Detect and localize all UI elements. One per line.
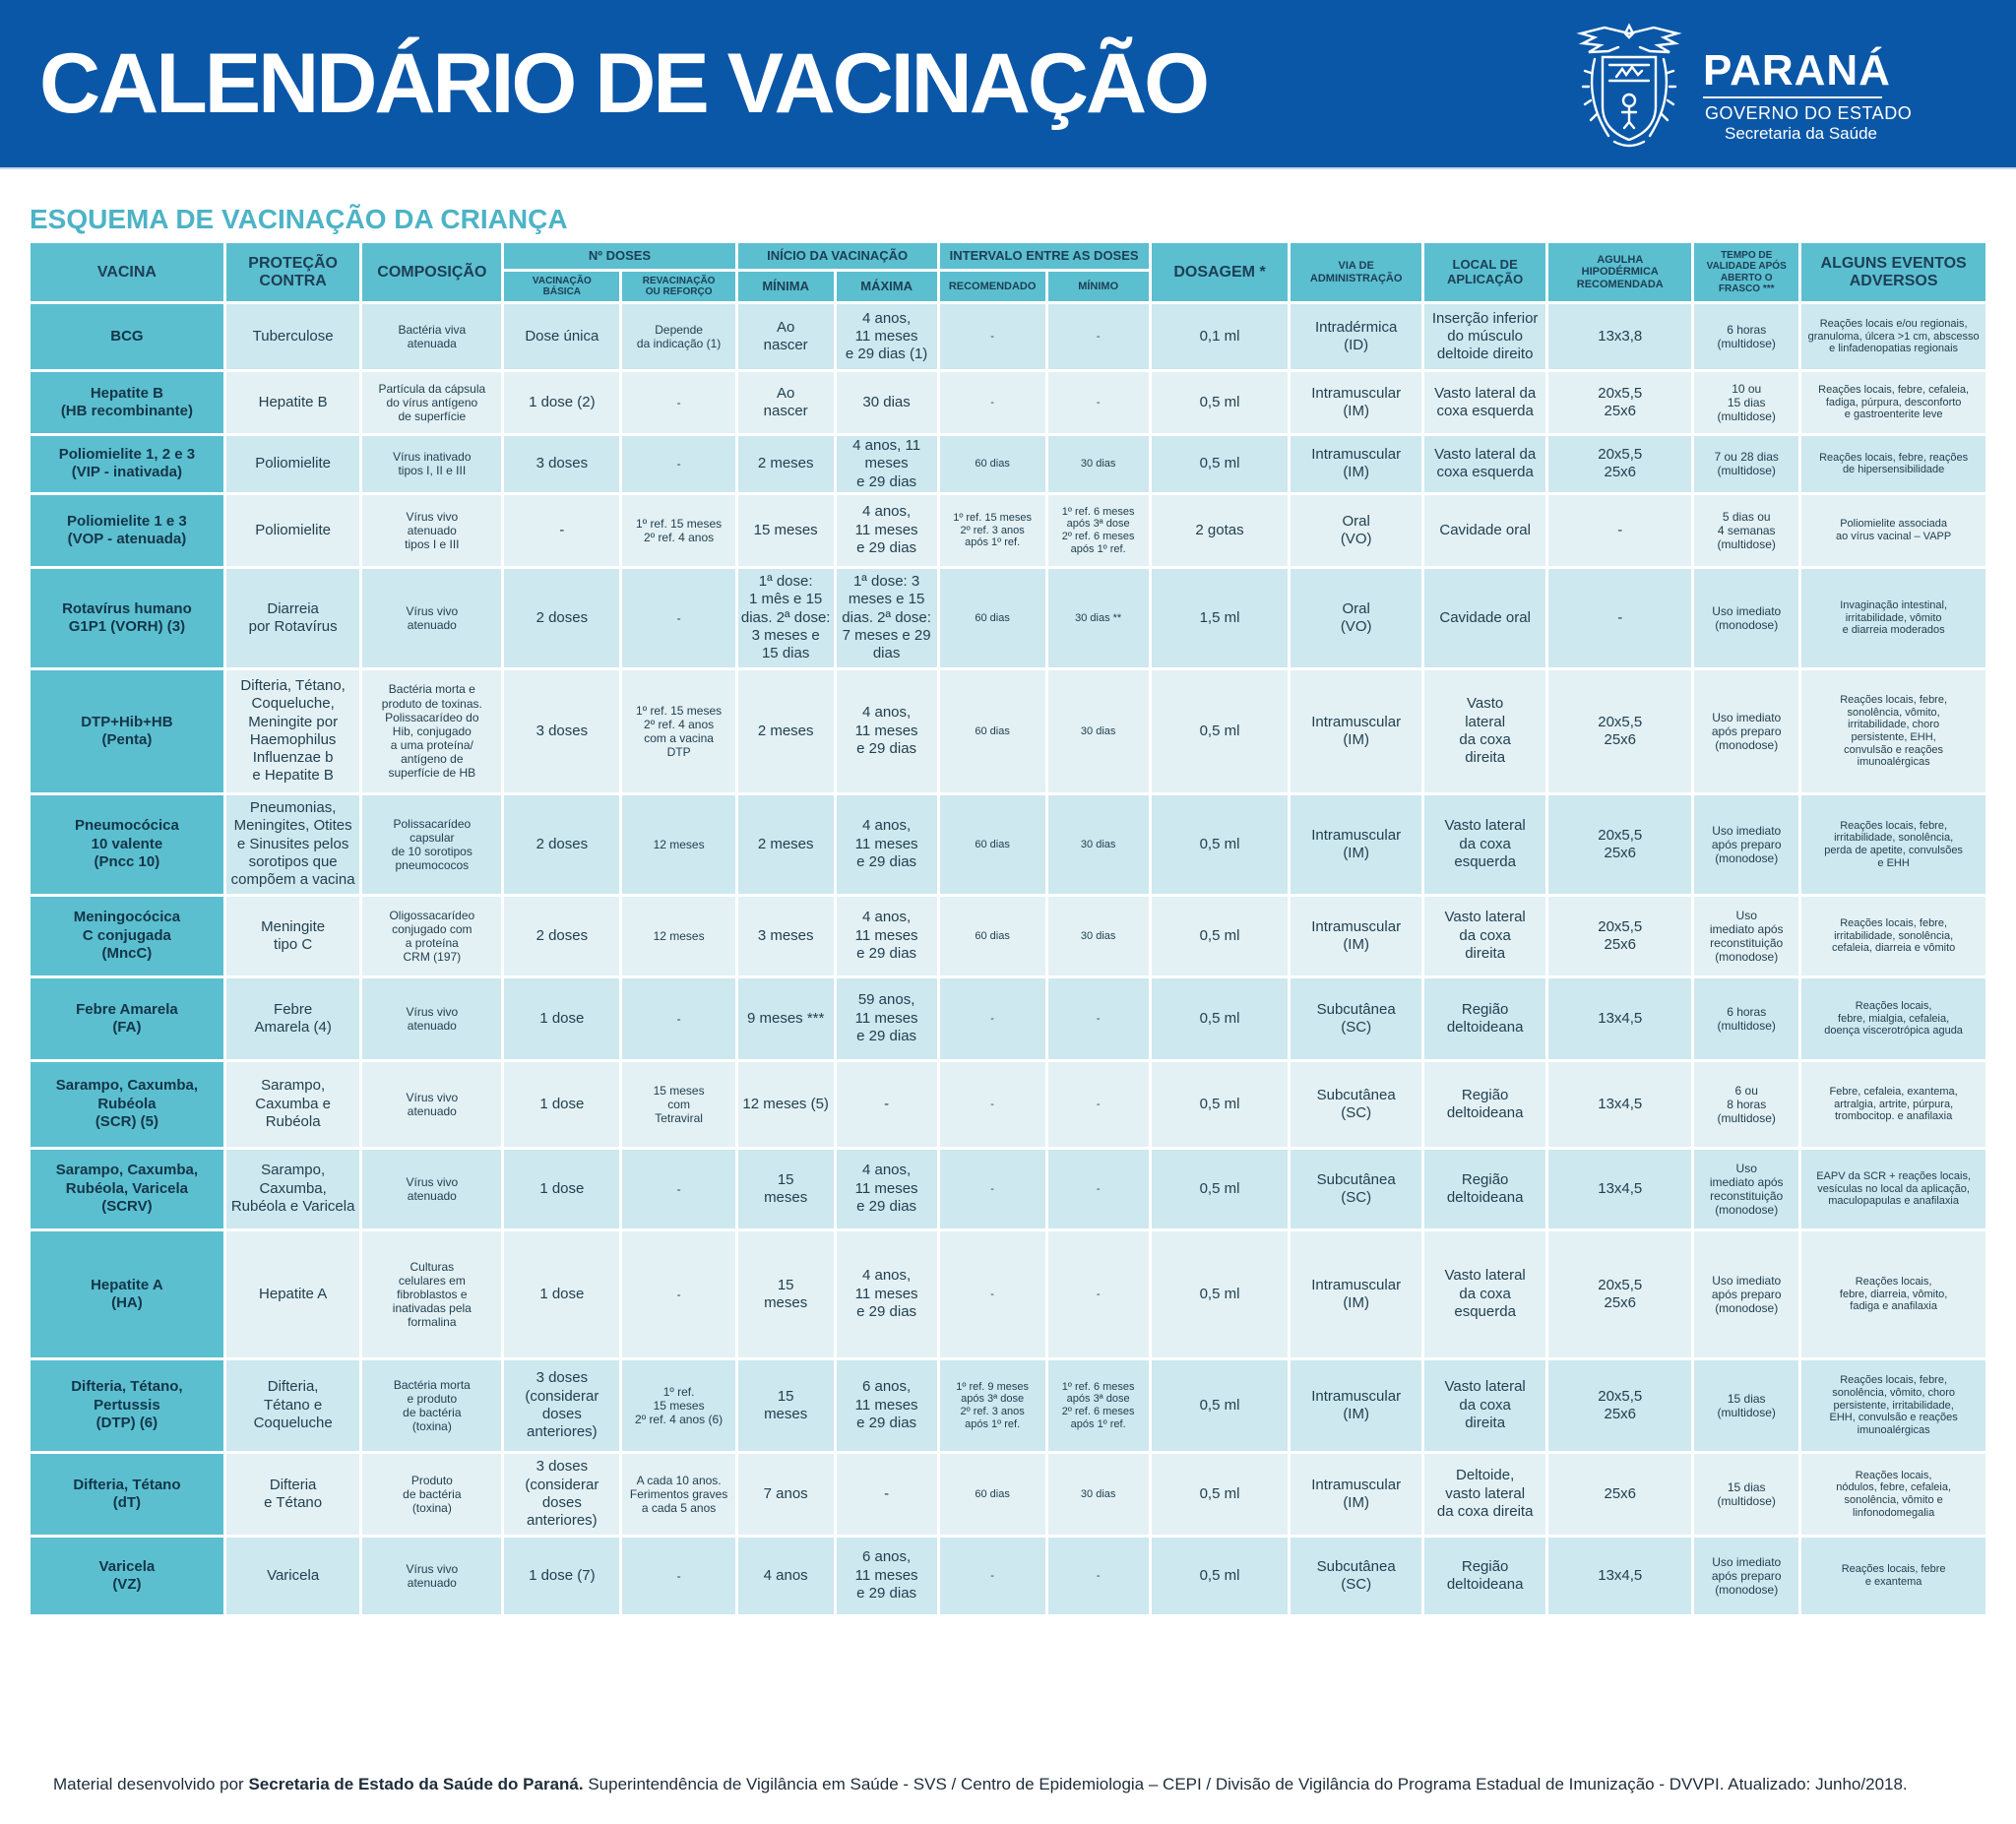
cell-agulha: 25x6 — [1548, 1454, 1691, 1535]
cell-inicio-maxima: 59 anos, 11 meses e 29 dias — [837, 978, 937, 1059]
cell-dosagem: 2 gotas — [1152, 495, 1289, 566]
cell-intervalo-minimo: 30 dias — [1048, 670, 1149, 792]
cell-eventos: Reações locais, nódulos, febre, cefaleia, sonolência, vômito e linfonodomegalia — [1801, 1454, 1985, 1535]
cell-intervalo-recomendado: 60 dias — [940, 670, 1045, 792]
cell-dose-basica: 3 doses — [504, 670, 619, 792]
cell-validade: 15 dias (multidose) — [1694, 1454, 1798, 1535]
cell-dose-reforco: - — [622, 436, 734, 492]
page-title: CALENDÁRIO DE VACINAÇÃO — [39, 36, 1207, 131]
cell-dosagem: 0,5 ml — [1152, 1150, 1289, 1228]
cell-vacina: Poliomielite 1 e 3 (VOP - atenuada) — [31, 495, 223, 566]
footer-prefix: Material desenvolvido por — [53, 1775, 249, 1793]
cell-dose-reforco: - — [622, 569, 734, 667]
cell-intervalo-recomendado: - — [940, 372, 1045, 433]
cell-intervalo-recomendado: - — [940, 1150, 1045, 1228]
cell-validade: 6 horas (multidose) — [1694, 978, 1798, 1059]
cell-protecao: Difteria, Tétano e Coqueluche — [226, 1360, 360, 1451]
cell-via: Intramuscular (IM) — [1291, 436, 1421, 492]
header-intervalo: INTERVALO ENTRE AS DOSES — [940, 243, 1149, 269]
cell-dose-reforco: - — [622, 1231, 734, 1357]
cell-intervalo-recomendado: 1º ref. 9 meses após 3ª dose 2º ref. 3 anos após 1º ref. — [940, 1360, 1045, 1451]
cell-agulha: 20x5,5 25x6 — [1548, 1231, 1691, 1357]
header-validade: TEMPO DE VALIDADE APÓS ABERTO O FRASCO *** — [1694, 243, 1798, 301]
cell-intervalo-minimo: 30 dias — [1048, 897, 1149, 975]
header-protecao: PROTEÇÃO CONTRA — [226, 243, 360, 301]
cell-eventos: Reações locais, febre, reações de hipersensibilidade — [1801, 436, 1985, 492]
cell-protecao: Difteria, Tétano, Coqueluche, Meningite por Haemophilus Influenzae b e Hepatite B — [226, 670, 360, 792]
cell-dose-reforco: 1º ref. 15 meses 2º ref. 4 anos (6) — [622, 1360, 734, 1451]
state-name: PARANÁ — [1703, 46, 1891, 94]
cell-composicao: Bactéria viva atenuada — [362, 304, 501, 369]
cell-dosagem: 0,5 ml — [1152, 1231, 1289, 1357]
header-vacina: VACINA — [31, 243, 223, 301]
cell-dose-basica: 3 doses (considerar doses anteriores) — [504, 1360, 619, 1451]
cell-inicio-maxima: 4 anos, 11 meses e 29 dias — [837, 795, 937, 894]
cell-validade: 6 ou 8 horas (multidose) — [1694, 1062, 1798, 1147]
cell-eventos: Febre, cefaleia, exantema, artralgia, artrite, púrpura, trombocitop. e anafilaxia — [1801, 1062, 1985, 1147]
cell-inicio-minima: 2 meses — [738, 795, 834, 894]
cell-via: Oral (VO) — [1291, 569, 1421, 667]
cell-dosagem: 0,5 ml — [1152, 436, 1289, 492]
table-row — [31, 795, 1985, 894]
cell-composicao: Oligossacarídeo conjugado com a proteína CRM (197) — [362, 897, 501, 975]
header-intervalo-minimo: MÍNIMO — [1048, 272, 1149, 301]
cell-agulha: - — [1548, 495, 1691, 566]
cell-validade: 5 dias ou 4 semanas (multidose) — [1694, 495, 1798, 566]
vaccination-schedule-table — [28, 240, 1988, 1617]
cell-local: Vasto lateral da coxa esquerda — [1424, 795, 1545, 894]
cell-inicio-maxima: 4 anos, 11 meses e 29 dias — [837, 1231, 937, 1357]
cell-eventos: Reações locais e/ou regionais, granuloma, úlcera >1 cm, abscesso e linfadenopatias regionais — [1801, 304, 1985, 369]
cell-composicao: Vírus vivo atenuado — [362, 569, 501, 667]
cell-composicao: Vírus vivo atenuado tipos I e III — [362, 495, 501, 566]
cell-intervalo-recomendado: - — [940, 304, 1045, 369]
cell-validade: Uso imediato após preparo (monodose) — [1694, 1538, 1798, 1614]
government-label: GOVERNO DO ESTADO — [1705, 103, 1913, 123]
cell-dosagem: 0,5 ml — [1152, 978, 1289, 1059]
cell-protecao: Sarampo, Caxumba, Rubéola e Varicela — [226, 1150, 360, 1228]
cell-protecao: Febre Amarela (4) — [226, 978, 360, 1059]
cell-dosagem: 0,5 ml — [1152, 372, 1289, 433]
cell-vacina: Hepatite B (HB recombinante) — [31, 372, 223, 433]
cell-local: Vasto lateral da coxa esquerda — [1424, 1231, 1545, 1357]
cell-agulha: 20x5,5 25x6 — [1548, 795, 1691, 894]
cell-validade: Uso imediato após reconstituição (monodose) — [1694, 1150, 1798, 1228]
cell-composicao: Vírus inativado tipos I, II e III — [362, 436, 501, 492]
cell-dose-basica: 2 doses — [504, 569, 619, 667]
header-doses-reforco: REVACINAÇÃO OU REFORÇO — [622, 272, 734, 301]
cell-local: Deltoide, vasto lateral da coxa direita — [1424, 1454, 1545, 1535]
cell-eventos: Poliomielite associada ao vírus vacinal – VAPP — [1801, 495, 1985, 566]
cell-eventos: Reações locais, febre, irritabilidade, sonolência, cefaleia, diarreia e vômito — [1801, 897, 1985, 975]
table-row — [31, 1538, 1985, 1614]
cell-composicao: Culturas celulares em fibroblastos e inativadas pela formalina — [362, 1231, 501, 1357]
cell-via: Intramuscular (IM) — [1291, 1360, 1421, 1451]
cell-dose-basica: 2 doses — [504, 795, 619, 894]
cell-dose-basica: 3 doses — [504, 436, 619, 492]
cell-inicio-minima: 9 meses *** — [738, 978, 834, 1059]
cell-vacina: Varicela (VZ) — [31, 1538, 223, 1614]
table-row — [31, 436, 1985, 492]
cell-eventos: Reações locais, febre, diarreia, vômito, fadiga e anafilaxia — [1801, 1231, 1985, 1357]
cell-validade: 15 dias (multidose) — [1694, 1360, 1798, 1451]
header-banner — [0, 0, 2016, 169]
cell-via: Intramuscular (IM) — [1291, 372, 1421, 433]
cell-dose-basica: 3 doses (considerar doses anteriores) — [504, 1454, 619, 1535]
cell-inicio-minima: 7 anos — [738, 1454, 834, 1535]
cell-agulha: 20x5,5 25x6 — [1548, 897, 1691, 975]
cell-inicio-minima: 12 meses (5) — [738, 1062, 834, 1147]
cell-intervalo-recomendado: - — [940, 1231, 1045, 1357]
cell-local: Vasto lateral da coxa direita — [1424, 897, 1545, 975]
cell-agulha: 13x4,5 — [1548, 978, 1691, 1059]
cell-agulha: 13x3,8 — [1548, 304, 1691, 369]
cell-via: Intradérmica (ID) — [1291, 304, 1421, 369]
cell-intervalo-minimo: - — [1048, 1062, 1149, 1147]
cell-dosagem: 0,1 ml — [1152, 304, 1289, 369]
cell-via: Intramuscular (IM) — [1291, 897, 1421, 975]
cell-protecao: Meningite tipo C — [226, 897, 360, 975]
cell-via: Subcutânea (SC) — [1291, 1150, 1421, 1228]
cell-local: Região deltoideana — [1424, 1150, 1545, 1228]
cell-inicio-maxima: 4 anos, 11 meses e 29 dias — [837, 897, 937, 975]
cell-local: Região deltoideana — [1424, 978, 1545, 1059]
cell-intervalo-recomendado: 60 dias — [940, 436, 1045, 492]
header-composicao: COMPOSIÇÃO — [362, 243, 501, 301]
cell-agulha: 20x5,5 25x6 — [1548, 670, 1691, 792]
cell-intervalo-recomendado: - — [940, 978, 1045, 1059]
cell-dose-reforco: - — [622, 978, 734, 1059]
cell-dose-basica: 1 dose (2) — [504, 372, 619, 433]
cell-dose-reforco: 12 meses — [622, 795, 734, 894]
cell-composicao: Vírus vivo atenuado — [362, 1150, 501, 1228]
cell-intervalo-minimo: 30 dias — [1048, 795, 1149, 894]
table-row — [31, 495, 1985, 566]
cell-protecao: Pneumonias, Meningites, Otites e Sinusites pelos sorotipos que compõem a vacina — [226, 795, 360, 894]
cell-protecao: Difteria e Tétano — [226, 1454, 360, 1535]
header-doses: Nº DOSES — [504, 243, 735, 269]
cell-composicao: Bactéria morta e produto de toxinas. Polissacarídeo do Hib, conjugado a uma proteína/ antígeno de superfície de HB — [362, 670, 501, 792]
cell-intervalo-recomendado: 60 dias — [940, 1454, 1045, 1535]
cell-vacina: BCG — [31, 304, 223, 369]
cell-composicao: Vírus vivo atenuado — [362, 1538, 501, 1614]
table-row — [31, 304, 1985, 369]
cell-agulha: 13x4,5 — [1548, 1538, 1691, 1614]
cell-validade: Uso imediato (monodose) — [1694, 569, 1798, 667]
cell-inicio-minima: 15 meses — [738, 495, 834, 566]
cell-validade: Uso imediato após preparo (monodose) — [1694, 1231, 1798, 1357]
cell-local: Vasto lateral da coxa esquerda — [1424, 436, 1545, 492]
section-title: ESQUEMA DE VACINAÇÃO DA CRIANÇA — [30, 204, 568, 234]
cell-agulha: 13x4,5 — [1548, 1150, 1691, 1228]
header-dosagem: DOSAGEM * — [1152, 243, 1289, 301]
cell-intervalo-minimo: 30 dias ** — [1048, 569, 1149, 667]
cell-dose-basica: Dose única — [504, 304, 619, 369]
cell-agulha: 13x4,5 — [1548, 1062, 1691, 1147]
cell-vacina: Difteria, Tétano (dT) — [31, 1454, 223, 1535]
cell-via: Intramuscular (IM) — [1291, 1231, 1421, 1357]
cell-dose-reforco: 15 meses com Tetraviral — [622, 1062, 734, 1147]
cell-eventos: Invaginação intestinal, irritabilidade, vômito e diarreia moderados — [1801, 569, 1985, 667]
cell-inicio-maxima: 4 anos, 11 meses e 29 dias — [837, 670, 937, 792]
table-row — [31, 1062, 1985, 1147]
table-row — [31, 1360, 1985, 1451]
cell-intervalo-minimo: 1º ref. 6 meses após 3ª dose 2º ref. 6 meses após 1º ref. — [1048, 495, 1149, 566]
cell-composicao: Vírus vivo atenuado — [362, 1062, 501, 1147]
cell-vacina: Febre Amarela (FA) — [31, 978, 223, 1059]
cell-inicio-maxima: 6 anos, 11 meses e 29 dias — [837, 1538, 937, 1614]
cell-inicio-maxima: - — [837, 1062, 937, 1147]
footer-details: Superintendência de Vigilância em Saúde - SVS / Centro de Epidemiologia – CEPI / Divisão de Vigilância do Programa Estadual de Imunização - DVVPI. Atualizado: Junho/2018. — [583, 1775, 1908, 1793]
cell-dosagem: 0,5 ml — [1152, 1062, 1289, 1147]
cell-inicio-minima: 15 meses — [738, 1150, 834, 1228]
cell-inicio-maxima: 1ª dose: 3 meses e 15 dias. 2ª dose: 7 meses e 29 dias — [837, 569, 937, 667]
cell-intervalo-recomendado: 1º ref. 15 meses 2º ref. 3 anos após 1º ref. — [940, 495, 1045, 566]
cell-eventos: Reações locais, febre, sonolência, vômito, choro persistente, irritabilidade, EHH, convulsão e reações imunoalérgicas — [1801, 1360, 1985, 1451]
cell-validade: Uso imediato após preparo (monodose) — [1694, 795, 1798, 894]
cell-dose-reforco: 1º ref. 15 meses 2º ref. 4 anos com a vacina DTP — [622, 670, 734, 792]
cell-dose-reforco: 12 meses — [622, 897, 734, 975]
cell-composicao: Partícula da cápsula do vírus antígeno de superfície — [362, 372, 501, 433]
department-label: Secretaria da Saúde — [1725, 124, 1877, 143]
cell-intervalo-minimo: - — [1048, 1538, 1149, 1614]
cell-intervalo-minimo: - — [1048, 1231, 1149, 1357]
cell-validade: 7 ou 28 dias (multidose) — [1694, 436, 1798, 492]
cell-vacina: Difteria, Tétano, Pertussis (DTP) (6) — [31, 1360, 223, 1451]
cell-dose-basica: 1 dose — [504, 978, 619, 1059]
cell-dosagem: 0,5 ml — [1152, 795, 1289, 894]
cell-intervalo-minimo: 1º ref. 6 meses após 3ª dose 2º ref. 6 meses após 1º ref. — [1048, 1360, 1149, 1451]
cell-inicio-minima: 15 meses — [738, 1231, 834, 1357]
cell-via: Subcutânea (SC) — [1291, 978, 1421, 1059]
cell-eventos: Reações locais, febre e exantema — [1801, 1538, 1985, 1614]
cell-vacina: Poliomielite 1, 2 e 3 (VIP - inativada) — [31, 436, 223, 492]
cell-eventos: EAPV da SCR + reações locais, vesículas no local da aplicação, maculopapulas e anafilaxia — [1801, 1150, 1985, 1228]
footer-credits — [53, 1775, 1983, 1794]
cell-composicao: Produto de bactéria (toxina) — [362, 1454, 501, 1535]
cell-vacina: DTP+Hib+HB (Penta) — [31, 670, 223, 792]
cell-agulha: 20x5,5 25x6 — [1548, 1360, 1691, 1451]
cell-intervalo-recomendado: 60 dias — [940, 897, 1045, 975]
cell-inicio-maxima: - — [837, 1454, 937, 1535]
cell-local: Região deltoideana — [1424, 1062, 1545, 1147]
cell-eventos: Reações locais, febre, cefaleia, fadiga, púrpura, desconforto e gastroenterite leve — [1801, 372, 1985, 433]
cell-protecao: Hepatite B — [226, 372, 360, 433]
cell-inicio-minima: 3 meses — [738, 897, 834, 975]
table-row — [31, 897, 1985, 975]
cell-local: Inserção inferior do músculo deltoide direito — [1424, 304, 1545, 369]
cell-dose-reforco: - — [622, 1150, 734, 1228]
cell-inicio-minima: 4 anos — [738, 1538, 834, 1614]
logo-divider — [1703, 96, 1882, 98]
cell-vacina: Meningocócica C conjugada (MncC) — [31, 897, 223, 975]
cell-via: Subcutânea (SC) — [1291, 1538, 1421, 1614]
table-row — [31, 569, 1985, 667]
cell-eventos: Reações locais, febre, irritabilidade, sonolência, perda de apetite, convulsões e EHH — [1801, 795, 1985, 894]
header-doses-basica: VACINAÇÃO BÁSICA — [504, 272, 619, 301]
cell-dose-basica: 2 doses — [504, 897, 619, 975]
cell-vacina: Hepatite A (HA) — [31, 1231, 223, 1357]
cell-dosagem: 0,5 ml — [1152, 897, 1289, 975]
cell-local: Vasto lateral da coxa direita — [1424, 670, 1545, 792]
cell-intervalo-recomendado: - — [940, 1538, 1045, 1614]
cell-vacina: Sarampo, Caxumba, Rubéola, Varicela (SCRV) — [31, 1150, 223, 1228]
cell-inicio-maxima: 4 anos, 11 meses e 29 dias — [837, 1150, 937, 1228]
cell-inicio-minima: 2 meses — [738, 670, 834, 792]
cell-protecao: Diarreia por Rotavírus — [226, 569, 360, 667]
cell-dose-reforco: - — [622, 1538, 734, 1614]
cell-protecao: Sarampo, Caxumba e Rubéola — [226, 1062, 360, 1147]
cell-vacina: Sarampo, Caxumba, Rubéola (SCR) (5) — [31, 1062, 223, 1147]
header-inicio-maxima: MÁXIMA — [837, 272, 937, 301]
cell-intervalo-minimo: - — [1048, 372, 1149, 433]
cell-intervalo-recomendado: - — [940, 1062, 1045, 1147]
cell-inicio-minima: 2 meses — [738, 436, 834, 492]
cell-intervalo-minimo: - — [1048, 304, 1149, 369]
cell-intervalo-minimo: - — [1048, 978, 1149, 1059]
cell-validade: Uso imediato após reconstituição (monodose) — [1694, 897, 1798, 975]
cell-dose-reforco: Depende da indicação (1) — [622, 304, 734, 369]
cell-via: Intramuscular (IM) — [1291, 670, 1421, 792]
cell-dosagem: 0,5 ml — [1152, 1538, 1289, 1614]
cell-dose-basica: 1 dose — [504, 1062, 619, 1147]
cell-protecao: Varicela — [226, 1538, 360, 1614]
cell-agulha: - — [1548, 569, 1691, 667]
cell-inicio-maxima: 4 anos, 11 meses e 29 dias (1) — [837, 304, 937, 369]
cell-inicio-minima: 15 meses — [738, 1360, 834, 1451]
cell-composicao: Vírus vivo atenuado — [362, 978, 501, 1059]
cell-dose-basica: - — [504, 495, 619, 566]
cell-dose-reforco: 1º ref. 15 meses 2º ref. 4 anos — [622, 495, 734, 566]
table-row — [31, 670, 1985, 792]
cell-vacina: Rotavírus humano G1P1 (VORH) (3) — [31, 569, 223, 667]
header-local: LOCAL DE APLICAÇÃO — [1424, 243, 1545, 301]
cell-protecao: Hepatite A — [226, 1231, 360, 1357]
table-row — [31, 1150, 1985, 1228]
cell-dose-basica: 1 dose — [504, 1231, 619, 1357]
cell-inicio-minima: 1ª dose: 1 mês e 15 dias. 2ª dose: 3 meses e 15 dias — [738, 569, 834, 667]
header-intervalo-recomendado: RECOMENDADO — [940, 272, 1045, 301]
table-row — [31, 1454, 1985, 1535]
cell-via: Subcutânea (SC) — [1291, 1062, 1421, 1147]
cell-dosagem: 1,5 ml — [1152, 569, 1289, 667]
cell-inicio-maxima: 6 anos, 11 meses e 29 dias — [837, 1360, 937, 1451]
cell-validade: 10 ou 15 dias (multidose) — [1694, 372, 1798, 433]
cell-intervalo-recomendado: 60 dias — [940, 569, 1045, 667]
cell-inicio-maxima: 4 anos, 11 meses e 29 dias — [837, 495, 937, 566]
table-row — [31, 372, 1985, 433]
cell-dosagem: 0,5 ml — [1152, 1454, 1289, 1535]
cell-via: Oral (VO) — [1291, 495, 1421, 566]
table-row — [31, 1231, 1985, 1357]
header-inicio: INÍCIO DA VACINAÇÃO — [738, 243, 937, 269]
cell-validade: Uso imediato após preparo (monodose) — [1694, 670, 1798, 792]
cell-local: Cavidade oral — [1424, 569, 1545, 667]
cell-inicio-minima: Ao nascer — [738, 304, 834, 369]
cell-dosagem: 0,5 ml — [1152, 670, 1289, 792]
cell-dosagem: 0,5 ml — [1152, 1360, 1289, 1451]
cell-inicio-minima: Ao nascer — [738, 372, 834, 433]
cell-protecao: Poliomielite — [226, 436, 360, 492]
cell-eventos: Reações locais, febre, sonolência, vômito, irritabilidade, choro persistente, EHH, convulsão e reações imunoalérgicas — [1801, 670, 1985, 792]
header-via: VIA DE ADMINISTRAÇÃO — [1291, 243, 1421, 301]
header-inicio-minima: MÍNIMA — [738, 272, 834, 301]
table-row — [31, 978, 1985, 1059]
cell-local: Cavidade oral — [1424, 495, 1545, 566]
cell-agulha: 20x5,5 25x6 — [1548, 372, 1691, 433]
cell-local: Vasto lateral da coxa esquerda — [1424, 372, 1545, 433]
cell-vacina: Pneumocócica 10 valente (Pncc 10) — [31, 795, 223, 894]
cell-eventos: Reações locais, febre, mialgia, cefaleia, doença viscerotrópica aguda — [1801, 978, 1985, 1059]
parana-coat-of-arms-icon — [1575, 20, 1683, 150]
cell-composicao: Bactéria morta e produto de bactéria (toxina) — [362, 1360, 501, 1451]
cell-intervalo-minimo: 30 dias — [1048, 436, 1149, 492]
cell-dose-basica: 1 dose (7) — [504, 1538, 619, 1614]
header-agulha: AGULHA HIPODÉRMICA RECOMENDADA — [1548, 243, 1691, 301]
cell-dose-reforco: A cada 10 anos. Ferimentos graves a cada 5 anos — [622, 1454, 734, 1535]
footer-organization: Secretaria de Estado da Saúde do Paraná. — [248, 1775, 584, 1793]
cell-via: Intramuscular (IM) — [1291, 795, 1421, 894]
cell-composicao: Polissacarídeo capsular de 10 sorotipos pneumococos — [362, 795, 501, 894]
cell-inicio-maxima: 4 anos, 11 meses e 29 dias — [837, 436, 937, 492]
cell-intervalo-recomendado: 60 dias — [940, 795, 1045, 894]
cell-local: Região deltoideana — [1424, 1538, 1545, 1614]
cell-dose-basica: 1 dose — [504, 1150, 619, 1228]
cell-local: Vasto lateral da coxa direita — [1424, 1360, 1545, 1451]
cell-protecao: Tuberculose — [226, 304, 360, 369]
cell-protecao: Poliomielite — [226, 495, 360, 566]
cell-inicio-maxima: 30 dias — [837, 372, 937, 433]
cell-intervalo-minimo: - — [1048, 1150, 1149, 1228]
cell-intervalo-minimo: 30 dias — [1048, 1454, 1149, 1535]
cell-via: Intramuscular (IM) — [1291, 1454, 1421, 1535]
cell-validade: 6 horas (multidose) — [1694, 304, 1798, 369]
header-eventos: ALGUNS EVENTOS ADVERSOS — [1801, 243, 1985, 301]
cell-dose-reforco: - — [622, 372, 734, 433]
cell-agulha: 20x5,5 25x6 — [1548, 436, 1691, 492]
